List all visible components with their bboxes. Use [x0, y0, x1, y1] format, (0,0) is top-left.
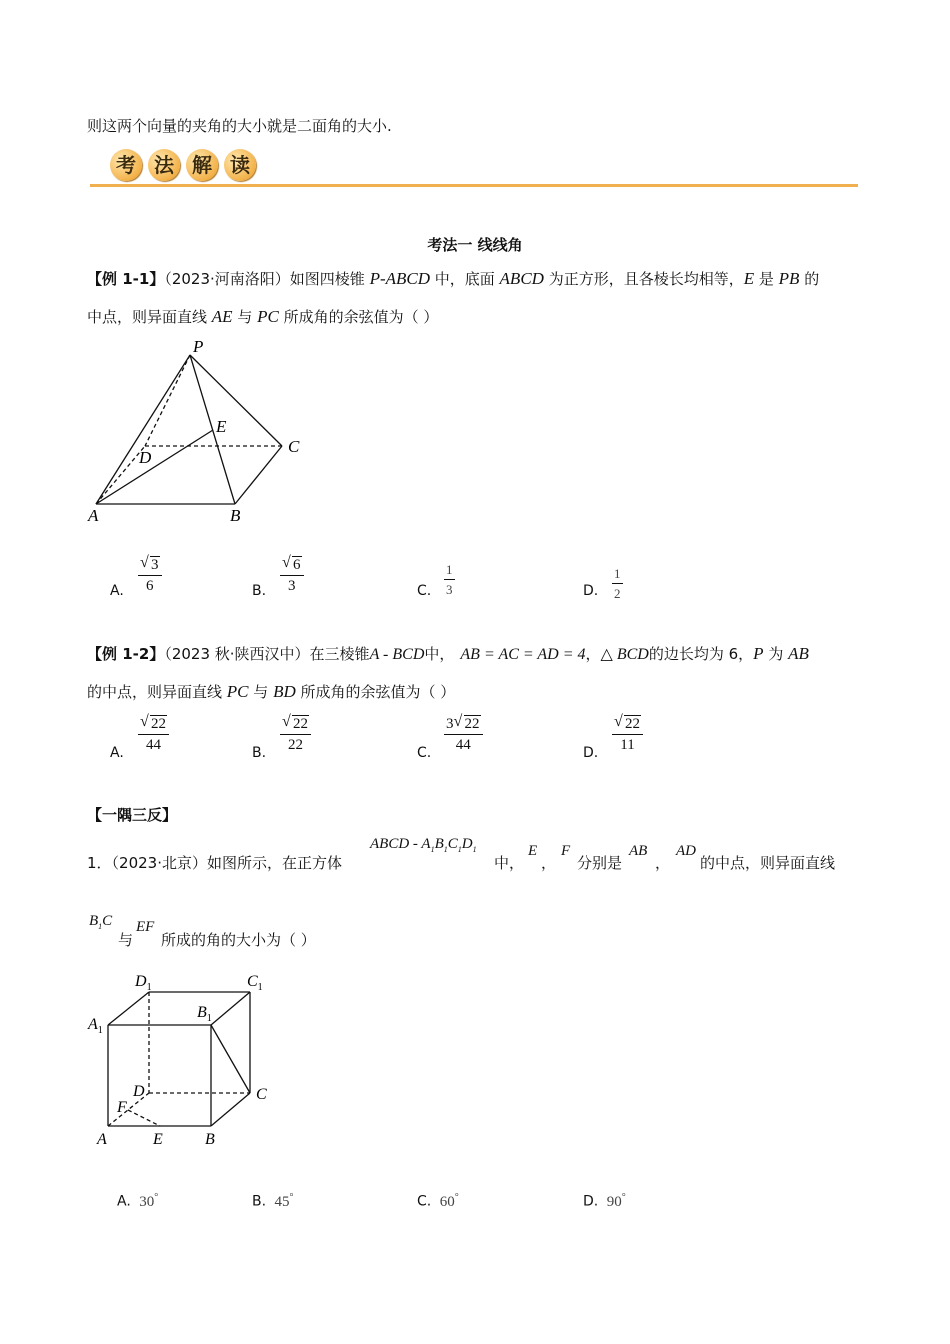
option-c-value — [444, 562, 455, 598]
option-d[interactable]: D. — [583, 745, 599, 761]
radicand: 22 — [625, 716, 640, 732]
option-b-value: √ 6 3 — [280, 557, 304, 595]
source: （2023 秋·陕西汉中） — [164, 645, 310, 663]
banner-char-2: 法 — [148, 149, 180, 181]
option-b-value: √ 22 22 — [280, 716, 311, 754]
banner-char-1: 考 — [110, 149, 142, 181]
math: BD — [273, 682, 296, 701]
pyramid-figure — [85, 335, 315, 535]
text: ， — [541, 854, 557, 872]
math-AB: AB — [629, 843, 648, 859]
label-A1: $A_1$ — [88, 1016, 103, 1036]
math: ABCD - A — [370, 836, 431, 852]
label-A: A — [88, 506, 99, 525]
label-D: D — [133, 1083, 145, 1100]
text: 中点，则异面直线 — [87, 308, 212, 326]
option-a-value: √ 3 6 — [138, 557, 162, 595]
example-tag: 【例 1-2】 — [87, 645, 165, 663]
text: 的中点，则异面直线 — [700, 854, 836, 872]
label-D1: $D_1$ — [135, 973, 152, 993]
banner-rule — [90, 184, 858, 187]
example-1-1-line2 — [87, 306, 438, 327]
degree-sign: ° — [621, 1192, 626, 1203]
subscript: 1 — [443, 845, 448, 854]
math: B — [89, 913, 99, 929]
label-C: C — [256, 1086, 267, 1103]
denominator: 3 — [288, 578, 296, 594]
text: 与 — [232, 308, 258, 326]
denominator: 44 — [146, 737, 161, 753]
option-a[interactable] — [117, 1192, 158, 1211]
math: A - BCD — [369, 646, 425, 663]
degree-sign: ° — [289, 1192, 294, 1203]
math-cube-name — [370, 836, 477, 854]
text: 与 — [118, 931, 134, 949]
option-value: 90 — [606, 1193, 622, 1210]
cube-figure — [85, 965, 295, 1155]
option-label: C. — [417, 1193, 432, 1210]
label-C1: $C_1$ — [247, 973, 263, 993]
text: 所成角的余弦值为（ ） — [295, 683, 456, 701]
option-c[interactable]: C. — [417, 745, 432, 761]
degree-sign: ° — [454, 1192, 459, 1203]
example-1-2-line2 — [87, 681, 455, 702]
math: C — [102, 913, 113, 929]
radicand: 22 — [464, 716, 480, 732]
text: 中，底面 — [430, 270, 500, 288]
question-number: 1． — [87, 854, 112, 872]
label-P: P — [193, 337, 204, 356]
section-title: 考法一 线线角 — [427, 236, 523, 254]
text: 为正方形，且各棱长均相等， — [543, 270, 744, 288]
text: 与 — [248, 683, 274, 701]
option-b[interactable]: B. — [252, 583, 267, 599]
denominator: 11 — [620, 737, 635, 753]
label-A: A — [97, 1131, 107, 1148]
denominator: 44 — [455, 737, 471, 753]
math: D — [461, 836, 473, 852]
option-a[interactable]: A. — [110, 745, 124, 761]
option-b[interactable] — [252, 1192, 294, 1211]
banner-char-3: 解 — [186, 149, 218, 181]
math-E: E — [528, 843, 538, 859]
math: △ BCD — [600, 646, 649, 663]
math: B — [434, 836, 444, 852]
example-1-2-line1 — [87, 643, 809, 664]
text: 如图四棱锥 — [289, 270, 370, 288]
math-F: F — [561, 843, 571, 859]
text: 为 — [763, 645, 789, 663]
math: P — [753, 644, 764, 663]
source: （2023·北京） — [111, 854, 207, 872]
option-c[interactable]: C. — [417, 583, 432, 599]
math: AB — [788, 644, 809, 663]
math: P-ABCD — [369, 269, 430, 288]
text: 的 — [799, 270, 820, 288]
practice-heading: 【一隅三反】 — [87, 806, 178, 824]
label-E: E — [153, 1131, 163, 1148]
denominator: 6 — [146, 578, 154, 594]
option-value: 60 — [439, 1193, 455, 1210]
denominator: 2 — [614, 586, 621, 601]
text: ， — [655, 854, 671, 872]
subscript: 1 — [472, 845, 477, 854]
text: 分别是 — [577, 854, 623, 872]
banner-char-4: 读 — [224, 149, 256, 181]
math-AD: AD — [676, 843, 696, 859]
math-EF: EF — [136, 919, 155, 935]
text: 如图所示，在正方体 — [207, 854, 343, 872]
option-a[interactable]: A. — [110, 583, 124, 599]
label-B: B — [230, 506, 241, 525]
text: 中， — [424, 645, 455, 663]
option-label: B. — [252, 1193, 267, 1210]
radicand: 22 — [293, 716, 308, 732]
radicand: 6 — [293, 557, 301, 573]
math: AE — [211, 307, 233, 326]
option-c[interactable] — [417, 1192, 459, 1211]
section-banner — [110, 149, 262, 181]
math: PC — [226, 682, 249, 701]
label-B1: $B_1$ — [197, 1004, 212, 1024]
label-E: E — [216, 417, 227, 436]
option-c-value: 3 √ 22 44 — [444, 716, 483, 754]
denominator: 22 — [288, 737, 303, 753]
label-C: C — [288, 437, 300, 456]
option-value: 30 — [139, 1193, 155, 1210]
text: 的边长均为 6， — [648, 645, 754, 663]
text: 是 — [754, 270, 779, 288]
label-F: F — [117, 1099, 127, 1116]
source: （2023·河南洛阳） — [164, 270, 290, 288]
option-value: 45 — [274, 1193, 290, 1210]
text: 中， — [494, 854, 525, 872]
intro-text: 则这两个向量的夹角的大小就是二面角的大小. — [87, 117, 392, 135]
text: 的中点，则异面直线 — [87, 683, 227, 701]
option-label: D. — [583, 1193, 599, 1210]
option-d[interactable] — [583, 1192, 626, 1211]
math: C — [447, 836, 458, 852]
math: PB — [778, 269, 800, 288]
numerator: 1 — [444, 562, 455, 580]
radicand: 22 — [151, 716, 166, 732]
option-d-value — [612, 566, 623, 602]
text: ， — [585, 645, 601, 663]
degree-sign: ° — [154, 1192, 159, 1203]
coefficient: 3 — [446, 716, 454, 732]
label-D: D — [139, 448, 152, 467]
subscript: 1 — [430, 845, 435, 854]
example-tag: 【例 1-1】 — [87, 270, 165, 288]
question-1-line1 — [87, 852, 342, 873]
option-a-value: √ 22 44 — [138, 716, 169, 754]
math: PC — [257, 307, 279, 326]
math: E — [743, 269, 755, 288]
text: 所成的角的大小为（ ） — [161, 931, 316, 949]
numerator: 1 — [612, 566, 623, 584]
denominator: 3 — [446, 582, 453, 597]
text: 所成角的余弦值为（ ） — [278, 308, 439, 326]
math-B1C — [89, 913, 112, 931]
subscript: 1 — [98, 922, 103, 931]
label-B: B — [205, 1131, 215, 1148]
option-d-value: √ 22 11 — [612, 716, 643, 754]
option-label: A. — [117, 1193, 131, 1210]
radicand: 3 — [151, 557, 159, 573]
math: ABCD — [499, 269, 544, 288]
option-d[interactable]: D. — [583, 583, 599, 599]
math: AB = AC = AD = 4 — [460, 646, 586, 663]
subscript: 1 — [457, 845, 462, 854]
text: 在三棱锥 — [309, 645, 370, 663]
example-1-1-line1 — [87, 268, 819, 289]
option-b[interactable]: B. — [252, 745, 267, 761]
